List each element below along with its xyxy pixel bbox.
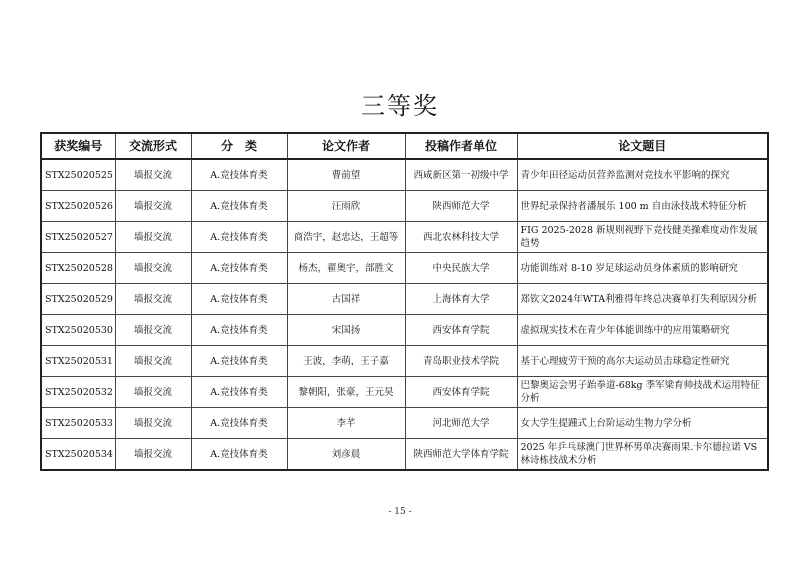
cell-category: A.竞技体育类 bbox=[191, 191, 287, 222]
cell-category: A.竞技体育类 bbox=[191, 439, 287, 471]
cell-unit: 上海体育大学 bbox=[405, 284, 517, 315]
cell-authors: 刘彦晨 bbox=[287, 439, 405, 471]
page-number: - 15 - bbox=[388, 507, 412, 517]
table-row bbox=[41, 253, 768, 284]
cell-award-id: STX25020525 bbox=[41, 159, 115, 191]
table-row bbox=[41, 439, 768, 471]
cell-title: 女大学生提踵式上台阶运动生物力学分析 bbox=[517, 408, 768, 439]
cell-format: 墙报交流 bbox=[115, 191, 191, 222]
cell-unit: 中央民族大学 bbox=[405, 253, 517, 284]
awards-table bbox=[40, 132, 769, 471]
table-row bbox=[41, 377, 768, 408]
cell-award-id: STX25020529 bbox=[41, 284, 115, 315]
cell-authors: 李芊 bbox=[287, 408, 405, 439]
cell-title: 基于心理疲劳干预的高尔夫运动员击球稳定性研究 bbox=[517, 346, 768, 377]
cell-format: 墙报交流 bbox=[115, 439, 191, 471]
cell-unit: 青岛职业技术学院 bbox=[405, 346, 517, 377]
cell-award-id: STX25020527 bbox=[41, 222, 115, 253]
cell-authors: 宋国扬 bbox=[287, 315, 405, 346]
table-row bbox=[41, 315, 768, 346]
cell-award-id: STX25020526 bbox=[41, 191, 115, 222]
cell-category: A.竞技体育类 bbox=[191, 346, 287, 377]
cell-unit: 陕西师范大学体育学院 bbox=[405, 439, 517, 471]
header-category: 分 类 bbox=[191, 133, 287, 159]
cell-authors: 杨杰，翟奥宇，部胜文 bbox=[287, 253, 405, 284]
cell-unit: 西安体育学院 bbox=[405, 377, 517, 408]
cell-format: 墙报交流 bbox=[115, 284, 191, 315]
cell-title: 郑钦文2024年WTA利雅得年终总决赛单打失利原因分析 bbox=[517, 284, 768, 315]
cell-title: 世界纪录保持者潘展乐 100 m 自由泳技战术特征分析 bbox=[517, 191, 768, 222]
cell-award-id: STX25020533 bbox=[41, 408, 115, 439]
table-row bbox=[41, 222, 768, 253]
cell-category: A.竞技体育类 bbox=[191, 253, 287, 284]
cell-unit: 西安体育学院 bbox=[405, 315, 517, 346]
header-authors: 论文作者 bbox=[287, 133, 405, 159]
cell-format: 墙报交流 bbox=[115, 315, 191, 346]
cell-category: A.竞技体育类 bbox=[191, 284, 287, 315]
cell-authors: 商浩宇，赵忠达，王超等 bbox=[287, 222, 405, 253]
cell-unit: 陕西师范大学 bbox=[405, 191, 517, 222]
cell-unit: 河北师范大学 bbox=[405, 408, 517, 439]
table-row bbox=[41, 191, 768, 222]
page-title: 三等奖 bbox=[361, 92, 439, 120]
table-row bbox=[41, 159, 768, 191]
cell-format: 墙报交流 bbox=[115, 346, 191, 377]
cell-format: 墙报交流 bbox=[115, 159, 191, 191]
cell-authors: 黎朝阳，张豪，王元昊 bbox=[287, 377, 405, 408]
cell-format: 墙报交流 bbox=[115, 222, 191, 253]
header-title: 论文题目 bbox=[517, 133, 768, 159]
cell-category: A.竞技体育类 bbox=[191, 222, 287, 253]
cell-title: 功能训练对 8-10 岁足球运动员身体素质的影响研究 bbox=[517, 253, 768, 284]
cell-award-id: STX25020531 bbox=[41, 346, 115, 377]
cell-unit: 西北农林科技大学 bbox=[405, 222, 517, 253]
cell-title: 巴黎奥运会男子跆拳道-68kg 季军梁育帅技战术运用特征分析 bbox=[517, 377, 768, 408]
cell-authors: 汪雨欣 bbox=[287, 191, 405, 222]
table-row bbox=[41, 408, 768, 439]
header-award-id: 获奖编号 bbox=[41, 133, 115, 159]
cell-category: A.竞技体育类 bbox=[191, 377, 287, 408]
cell-category: A.竞技体育类 bbox=[191, 159, 287, 191]
cell-authors: 曹前望 bbox=[287, 159, 405, 191]
cell-authors: 古国祥 bbox=[287, 284, 405, 315]
cell-award-id: STX25020532 bbox=[41, 377, 115, 408]
cell-title: 虚拟现实技术在青少年体能训练中的应用策略研究 bbox=[517, 315, 768, 346]
cell-award-id: STX25020534 bbox=[41, 439, 115, 471]
cell-title: 青少年田径运动员营养监测对竞技水平影响的探究 bbox=[517, 159, 768, 191]
header-format: 交流形式 bbox=[115, 133, 191, 159]
table-row bbox=[41, 346, 768, 377]
table-header-row bbox=[41, 133, 768, 159]
cell-award-id: STX25020528 bbox=[41, 253, 115, 284]
cell-award-id: STX25020530 bbox=[41, 315, 115, 346]
cell-category: A.竞技体育类 bbox=[191, 408, 287, 439]
cell-format: 墙报交流 bbox=[115, 377, 191, 408]
cell-format: 墙报交流 bbox=[115, 408, 191, 439]
cell-authors: 王波，李萌，王子嘉 bbox=[287, 346, 405, 377]
cell-title: FIG 2025-2028 新规则视野下竞技健美操难度动作发展趋势 bbox=[517, 222, 768, 253]
header-unit: 投稿作者单位 bbox=[405, 133, 517, 159]
cell-unit: 西咸新区第一初级中学 bbox=[405, 159, 517, 191]
cell-category: A.竞技体育类 bbox=[191, 315, 287, 346]
cell-title: 2025 年乒乓球澳门世界杯男单决赛雨果.卡尔德拉诺 VS 林诗栋技战术分析 bbox=[517, 439, 768, 471]
cell-format: 墙报交流 bbox=[115, 253, 191, 284]
table-row bbox=[41, 284, 768, 315]
